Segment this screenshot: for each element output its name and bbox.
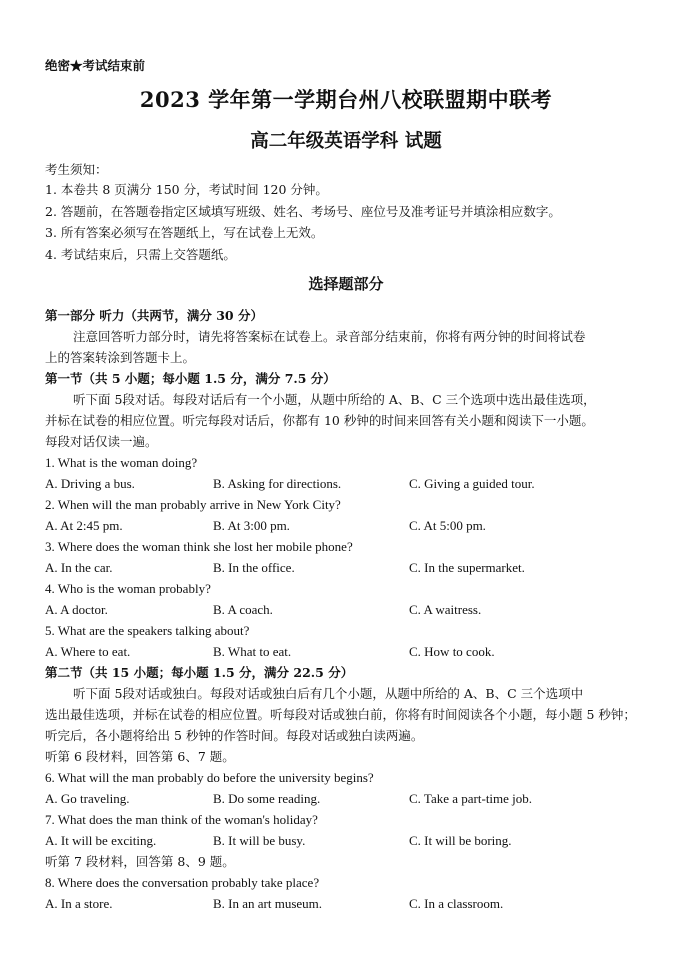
option-c: C. A waitress. [409, 602, 482, 617]
option-c: C. Giving a guided tour. [409, 476, 535, 491]
question-stem: 4. Who is the woman probably? [45, 581, 211, 596]
question-options [45, 830, 655, 851]
section-heading: 选择题部分 [308, 275, 384, 293]
question-stem: 7. What does the man think of the woman's holiday? [45, 812, 318, 827]
option-b: B. It will be busy. [213, 833, 306, 848]
option-a: A. At 2:45 pm. [45, 518, 123, 533]
part-intro: 注意回答听力部分时，请先将答案标在试卷上。录音部分结束前，你将有两分钟的时间将试卷 [73, 329, 586, 344]
question-stem: 1. What is the woman doing? [45, 455, 198, 470]
section1-heading: 第一节（共 5 小题；每小题 1.5 分，满分 7.5 分） [45, 371, 336, 386]
option-a: A. In a store. [45, 896, 113, 911]
option-b: B. What to eat. [213, 644, 292, 659]
option-b: B. In the office. [213, 560, 295, 575]
option-a: A. Where to eat. [45, 644, 131, 659]
option-b: B. A coach. [213, 602, 273, 617]
question-options [45, 641, 655, 662]
notice-item: 4. 考试结束后，只需上交答题纸。 [45, 246, 236, 262]
question-stem: 8. Where does the conversation probably take place? [45, 875, 320, 890]
section2-directions: 选出最佳选项，并标在试卷的相应位置。听每段对话或独白前，你将有时间阅读各个小题，每小题 5 秒钟； [45, 707, 636, 722]
option-a: A. Go traveling. [45, 791, 130, 806]
section2-directions: 听完后，各小题将给出 5 秒钟的作答时间。每段对话或独白读两遍。 [45, 728, 424, 743]
material-instruction: 听第 6 段材料，回答第 6、7 题。 [45, 749, 235, 764]
question-options [45, 473, 655, 494]
option-c: C. In the supermarket. [409, 560, 525, 575]
question-options [45, 557, 655, 578]
option-c: C. Take a part-time job. [409, 791, 533, 806]
section1-directions: 听下面 5段对话。每段对话后有一个小题，从题中所给的 A、B、C 三个选项中选出最佳选项， [73, 392, 596, 407]
option-a: A. Driving a bus. [45, 476, 135, 491]
notice-item: 1. 本卷共 8 页满分 150 分，考试时间 120 分钟。 [45, 182, 328, 197]
question-stem: 2. When will the man probably arrive in New York City? [45, 497, 341, 512]
option-c: C. At 5:00 pm. [409, 518, 486, 533]
option-c: C. In a classroom. [409, 896, 504, 911]
option-b: B. At 3:00 pm. [213, 518, 290, 533]
notice-item: 2. 答题前，在答题卷指定区域填写班级、姓名、考场号、座位号及准考证号并填涂相应数字。 [45, 203, 561, 219]
part-intro: 上的答案转涂到答题卡上。 [45, 350, 196, 365]
notice-label: 考生须知： [45, 162, 108, 177]
question-options [45, 893, 655, 914]
notice-item: 3. 所有答案必须写在答题纸上，写在试卷上无效。 [45, 225, 324, 240]
question-stem: 6. What will the man probably do before the university begins? [45, 770, 374, 785]
confidential-label: 绝密★考试结束前 [45, 58, 146, 73]
question-stem: 3. Where does the woman think she lost her mobile phone? [45, 539, 353, 554]
section2-directions: 听下面 5段对话或独白。每段对话或独白后有几个小题，从题中所给的 A、B、C 三个选项中 [73, 686, 584, 701]
part-heading: 第一部分 听力（共两节，满分 30 分） [45, 308, 263, 323]
question-options [45, 599, 655, 620]
exam-title: 2023 学年第一学期台州八校联盟期中联考 [139, 87, 553, 112]
section1-directions: 并标在试卷的相应位置。听完每段对话后，你都有 10 秒钟的时间来回答有关小题和阅读下一小题。 [45, 413, 594, 428]
option-c: C. How to cook. [409, 644, 495, 659]
question-stem: 5. What are the speakers talking about? [45, 623, 250, 638]
question-options [45, 515, 655, 536]
section2-heading: 第二节（共 15 小题；每小题 1.5 分，满分 22.5 分） [45, 665, 354, 680]
exam-subtitle: 高二年级英语学科 试题 [250, 131, 442, 152]
option-a: A. It will be exciting. [45, 833, 157, 848]
question-options [45, 788, 655, 809]
listening-part [45, 305, 655, 914]
option-a: A. In the car. [45, 560, 113, 575]
option-b: B. Asking for directions. [213, 476, 342, 491]
material-instruction: 听第 7 段材料，回答第 8、9 题。 [45, 854, 235, 869]
notice-list [45, 179, 561, 265]
option-b: B. Do some reading. [213, 791, 321, 806]
option-b: B. In an art museum. [213, 896, 323, 911]
section1-directions: 每段对话仅读一遍。 [45, 434, 158, 449]
option-a: A. A doctor. [45, 602, 108, 617]
option-c: C. It will be boring. [409, 833, 512, 848]
